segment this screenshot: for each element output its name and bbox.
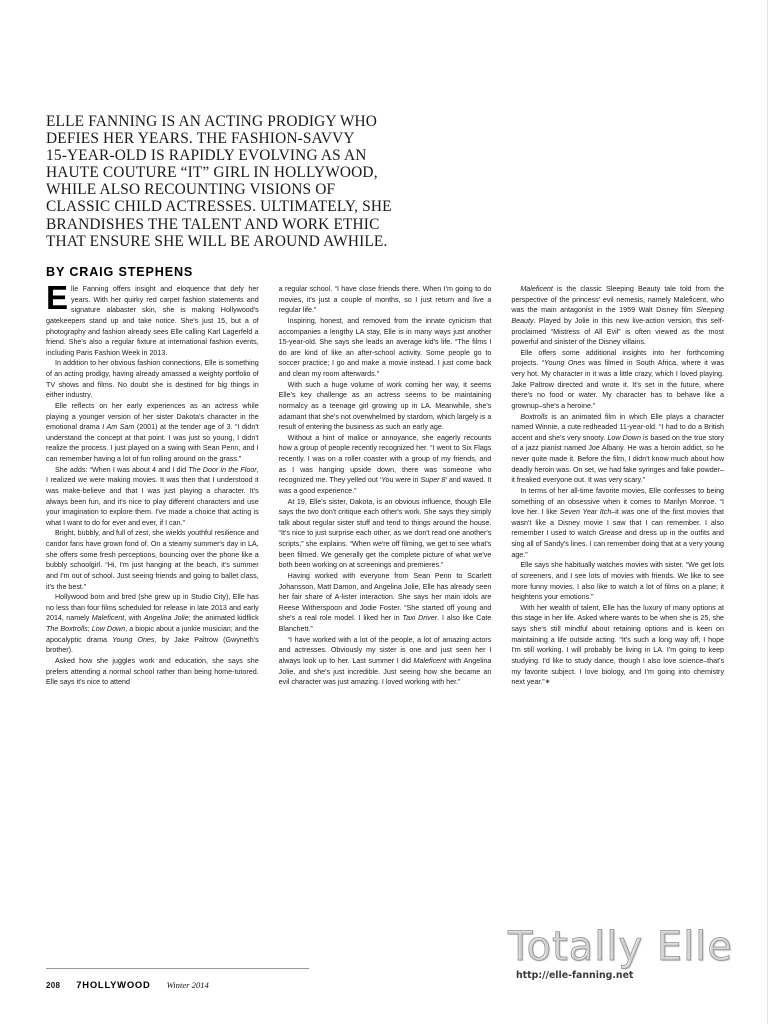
deck-line: THAT ENSURE SHE WILL BE AROUND AWHILE. [46, 232, 388, 250]
deck-line: HAUTE COUTURE “IT” GIRL IN HOLLYWOOD, [46, 164, 378, 182]
watermark-title: Totally Elle [508, 924, 734, 970]
paragraph: With her wealth of talent, Elle has the luxury of many options at this stage in her life. Asked where wants to be when she is 25, she says she's still mindful about retaining options and is keen on maintaining a life outside acting. “It's such a long way off, I hope I'm still working. I will probably be living in LA. I'm going to keep studying. I'd like to study dance, though I also love science–that's my favorite subject. I love biology, and I'm going into chemistry next year.”✶ [511, 603, 725, 687]
publication-name: 7HOLLYWOOD [76, 979, 151, 990]
drop-cap: E [46, 279, 69, 316]
article-byline: BY CRAIG STEPHENS [46, 265, 194, 279]
deck-line: 15-YEAR-OLD IS RAPIDLY EVOLVING AS AN [46, 147, 367, 165]
deck-line: BRANDISHES THE TALENT AND WORK ETHIC [46, 215, 380, 233]
paragraph: Having worked with everyone from Sean Penn to Scarlett Johansson, Matt Damon, and Angelina Jolie, Elle has already seen her fair share of A-lister interaction. She says her main idols are Reese Witherspoon and Jodie Foster. “She started off young and she's a real role model. I liked her in Taxi Driver. I also like Cate Blanchett.” [278, 571, 492, 633]
paragraph: Elle Fanning offers insight and eloquence that defy her years. With her quirky red carpet fashion statements and signature alabaster skin, she is making Hollywood's gatekeepers stand up and take notice. She's just 15, but a of photography and fashion already sees Elle calling Karl Lagerfeld a friend. She's also a regular fixture at international fashion events, including Paris Fashion Week in 2013. [46, 279, 259, 357]
deck-line: ELLE FANNING IS AN ACTING PRODIGY WHO [46, 113, 378, 130]
body-column-2 [279, 284, 492, 949]
deck-line: WHILE ALSO RECOUNTING VISIONS OF [46, 181, 336, 199]
paragraph: Bright, bubbly, and full of zest, she wields youthful resilience and candor fans have grown fond of. On a steamy summer's day in LA, she offers some fresh perceptions, bouncing over the phone like a bubbly schoolgirl. “Hi, I'm just hanging at the beach, it's summer and I'm out of school. Just seeing friends and going to ballet class, it's the best.” [46, 529, 259, 591]
issue-date: Winter 2014 [166, 980, 209, 990]
deck-line: DEFIES HER YEARS. THE FASHION-SAVVY [46, 130, 355, 148]
paragraph: In terms of her all-time favorite movies, Elle confesses to being something of an obsessive when it comes to Marilyn Monroe. “I love her. I like Seven Year Itch–it was one of the first movies that wasn't like a Disney movie I saw that I can remember. I also remember I used to watch Grease and dress up in the outfits and sing all of Sandy's lines. I can remember doing that at a very young age.” [511, 486, 725, 559]
paragraph: Boxtrolls is an animated film in which Elle plays a character named Winnie, a cute redheaded 11-year-old. “I had to do a British accent and she's very snooty. Low Down is based on the true story of a jazz pianist named Joe Albany. He was a heroin addict, so he never quite made it. Before the film, I didn't know much about how deadly heroin was. On set, we had fake syringes and fake powder–it freaked everyone out. It was very scary.” [511, 412, 725, 485]
paragraph: She adds: “When I was about 4 and I did The Door in the Floor, I realized we were making movies. It was then that I understood it was make-believe and that I was just playing a character. It's always been fun, and it's nice to play different characters and use your imagination to explore them. I've made a choice that acting is what I want to do for ever and ever, if I can.” [46, 465, 259, 527]
watermark-url: http://elle-fanning.net [516, 970, 634, 981]
paragraph: Asked how she juggles work and education, she says she prefers attending a normal school rather than being home-tutored. Elle says it's nice to attend [46, 656, 259, 687]
page-footer [46, 979, 209, 990]
paragraph: “I have worked with a lot of the people, a lot of amazing actors and actresses. Obviously my sister is one and just seen her I always look up to her. Last summer I did Maleficent with Angelina Jolie, and she's just incredible. Just seeing how she became an evil character was just amazing. I loved working with her.” [278, 635, 492, 687]
paragraph: Without a hint of malice or annoyance, she eagerly recounts how a group of people recently recognized her. “I went to Six Flags recently. I was on a roller coaster with a group of my friends, and as I was hanging upside down, there was someone who recognized me. They yelled out ‘You were in Super 8’ and waved. It was a good experience.” [278, 433, 492, 495]
paragraph: Maleficent is the classic Sleeping Beauty tale told from the perspective of the princess' evil nemesis, namely Maleficent, who was the main antagonist in the 1959 Walt Disney film Sleeping Beauty. Played by Jolie in this new live-action version, this self-proclaimed “Mistress of All Evil” is often viewed as the most powerful and sinister of the Disney villains. [511, 285, 725, 347]
page-number: 208 [46, 981, 61, 990]
paragraph: At 19, Elle's sister, Dakota, is an obvious influence, though Elle says the two don't critique each other's work. She says they simply talk about regular sister stuff and tend to things around the house. “It's nice to just surprise each other, as we don't read one another's scripts,” she explains. “When we're off filming, we get to see what's been filmed. We generally get the complete picture of what we've both been working on at screenings and premieres.” [278, 497, 492, 570]
footer-divider [46, 968, 309, 969]
paragraph: Elle says she habitually watches movies with sister. “We get lots of screeners, and I see lots of movies with friends. We like to see more funny movies. I also like to watch a lot of films on a plane; it heightens your emotions.” [511, 561, 725, 602]
paragraph: With such a huge volume of work coming her way, it seems Elle's key challenge as an actress seems to be maintaining normalcy as a teenage girl growing up in LA. Meanwhile, she's adamant that she's not overwhelmed by stardom, which largely is a result of entering the business as such an early age. [278, 380, 492, 432]
paragraph: Inspiring, honest, and removed from the innate cynicism that accompanies a lengthy LA stay, Elle is in many ways just another 15-year-old. She says she leads an average kid's life. “The films I do are kind of like an after-school activity. Some people go to soccer practice; I go and make a movie instead. I just come back and clean my room afterwards.” [278, 316, 492, 378]
paragraph: a regular school. “I have close friends there. When I'm going to do movies, it's just a couple of months, so I just return and live a regular life.” [278, 285, 492, 315]
deck-line: CLASSIC CHILD ACTRESSES. ULTIMATELY, SHE [46, 198, 392, 216]
body-column-3 [511, 284, 724, 949]
paragraph: Elle reflects on her early experiences as an actress while playing a younger version of her sister Dakota's character in the emotional drama I Am Sam (2001) at the tender age of 3. “I didn't understand the concept at that point. I was just so young, I didn't realize the process. I just played on a swing with Sean Penn, and I can remember having a lot of fun rolling around on the grass.” [46, 401, 259, 463]
article-body [46, 279, 725, 949]
paragraph: In addition to her obvious fashion connections, Elle is something of an acting prodigy, having already amassed a weighty portfolio of TV shows and films. No doubt she is destined for big things in either industry. [46, 359, 259, 400]
article-deck [46, 113, 466, 250]
body-column-1 [46, 279, 259, 949]
paragraph: Hollywood born and bred (she grew up in Studio City), Elle has no less than four films scheduled for release in late 2013 and early 2014, namely Maleficent, with Angelina Jolie; the animated kidflick The Boxtrolls; Low Down, a biopic about a junkie musician; and the apocalyptic drama Young Ones, by Jake Paltrow (Gwyneth's brother). [46, 593, 259, 655]
paragraph: Elle offers some additional insights into her forthcoming projects. “Young Ones was filmed in South Africa, where it was very hot. My character in it was a little crazy, which I loved playing. Jake Paltrow directed and wrote it. It's set in the future, where there's no food or water. My character has to behave like a grownup–she's a heroine.” [511, 348, 725, 410]
